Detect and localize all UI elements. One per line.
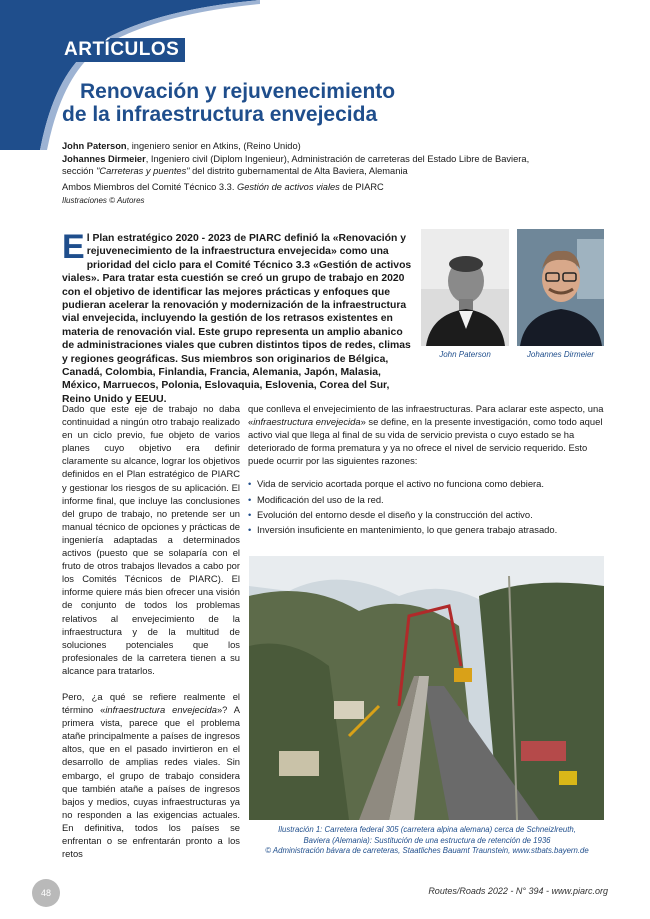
figure-caption: Ilustración 1: Carretera federal 305 (carretera alpina alemana) cerca de Schneizlreuth, Baviera (Alemania): Sustitución de una estructura de retención de 1936 © Administración bávara de carreteras, Staatliches Bauamt Traunstein, www.stbats.bayern.de	[265, 825, 589, 855]
drop-cap: E	[62, 228, 85, 266]
list-item: • Vida de servicio acortada porque el activo no funciona como debiera.	[248, 477, 604, 490]
body-paragraph-3: que conlleva el envejecimiento de las infraestructuras. Para aclarar este aspecto, una «infraestructura envejecida» se define, en la presente investigación, como todo aquel activo vial que llega al final de su vida de servicio prevista o cuyo estado se ha deteriorado de forma prematura y ya no ofrece el nivel de servicio requerido. Esto puede ocurrir por las siguientes razones:	[248, 403, 604, 467]
body-column-left	[62, 402, 240, 873]
author-2-section: sección "Carreteras y puentes" del distrito gubernamental de Alta Baviera, Alemania	[62, 166, 408, 176]
header-swoosh	[0, 0, 260, 150]
body-column-right	[248, 402, 604, 538]
article-title	[62, 80, 582, 126]
committee-note: Ambos Miembros del Comité Técnico 3.3. Gestión de activos viales de PIARC	[62, 181, 384, 192]
lead-paragraph: El Plan estratégico 2020 - 2023 de PIARC definió la «Renovación y rejuvenecimiento de la infraestructura envejecida» como una prioridad del ciclo para el Comité Técnico 3.3 «Gestión de activos viales». Para tratar esta cuestión se creó un grupo de trabajo en 2020 con el objetivo de identificar las mejores prácticas y enfoques que pudieran acelerar la renovación y modernización de la infraestructura vial envejecida, incluyendo la gestión de los retrasos existentes en materia de renovación vial. Este grupo representa un amplio abanico de administraciones viales que cubren distintos tipos de redes, climas y regiones geográficas. Sus miembros son originarios de Bélgica, Canadá, Colombia, Finlandia, Francia, Alemania, Japón, Malasia, México, Marruecos, Polonia, Eslovaquia, Eslovenia, Corea del Sur, Reino Unido y EEUU.	[62, 228, 412, 405]
list-item: • Evolución del entorno desde el diseño y la construcción del activo.	[248, 508, 604, 521]
photo-caption-dirmeier: Johannes Dirmeier	[526, 350, 595, 359]
photo-caption-paterson: John Paterson	[439, 350, 491, 359]
title-line-2: de la infraestructura envejecida	[62, 103, 378, 126]
page-number: 48	[32, 879, 60, 907]
journal-footer: Routes/Roads 2022 - N° 394 - www.piarc.org	[428, 886, 608, 896]
reasons-list	[248, 477, 604, 535]
title-line-1: Renovación y rejuvenecimiento	[80, 80, 396, 103]
list-item: • Modificación del uso de la red.	[248, 493, 604, 506]
construction-site-photo	[249, 556, 604, 820]
body-paragraph-2: Pero, ¿a qué se refiere realmente el término «infraestructura envejecida»? A primera vista, parece que el problema atañe principalmente a países de ingresos altos, que en el pasado invirtieron en el desarrollo de amplias redes viales. Sin embargo, el grupo de trabajo considera que también atañe a países de ingresos bajos y medios, cuyas infraestructuras ya no responden a las exigencias actuales. En definitiva, todos los países se enfrentan o se enfrentarán pronto a los retos	[62, 690, 240, 860]
author-1: John Paterson, ingeniero senior en Atkins, (Reino Unido)	[62, 141, 301, 151]
author-photo-paterson	[421, 229, 509, 346]
body-paragraph-1: Dado que este eje de trabajo no daba continuidad a ningún otro trabajo realizado en un ciclo previo, fue objeto de varios planes cuyo objetivo era definir claramente su alcance, lograr los objetivos definidos en el Plan estratégico de PIARC y gestionar los riesgos de su aplicación. El informe final, que incluye las conclusiones del grupo de trabajo, no pretende ser un manual técnico de opciones y prácticas de ingeniería adaptadas a determinados activos (puesto que se solaparía con el fruto de otros trabajos llevados a cabo por los Comités Técnicos de PIARC). El informe quiere más bien ofrecer una visión de conjunto de todos los problemas relativos al envejecimiento de la infraestructura y de la multitud de soluciones potenciales que los profesionales de la carretera tienen a su alcance para tratarlos.	[62, 403, 240, 676]
list-item: • Inversión insuficiente en mantenimiento, lo que genera trabajo atrasado.	[248, 523, 604, 536]
section-tag: ARTÍCULOS	[58, 38, 185, 62]
illustration-credit: Ilustraciones © Autores	[62, 196, 145, 205]
author-2: Johannes Dirmeier, Ingeniero civil (Diplom Ingenieur), Administración de carreteras del Estado Libre de Baviera,	[62, 153, 530, 164]
author-block	[62, 140, 622, 208]
author-photo-dirmeier	[517, 229, 604, 346]
